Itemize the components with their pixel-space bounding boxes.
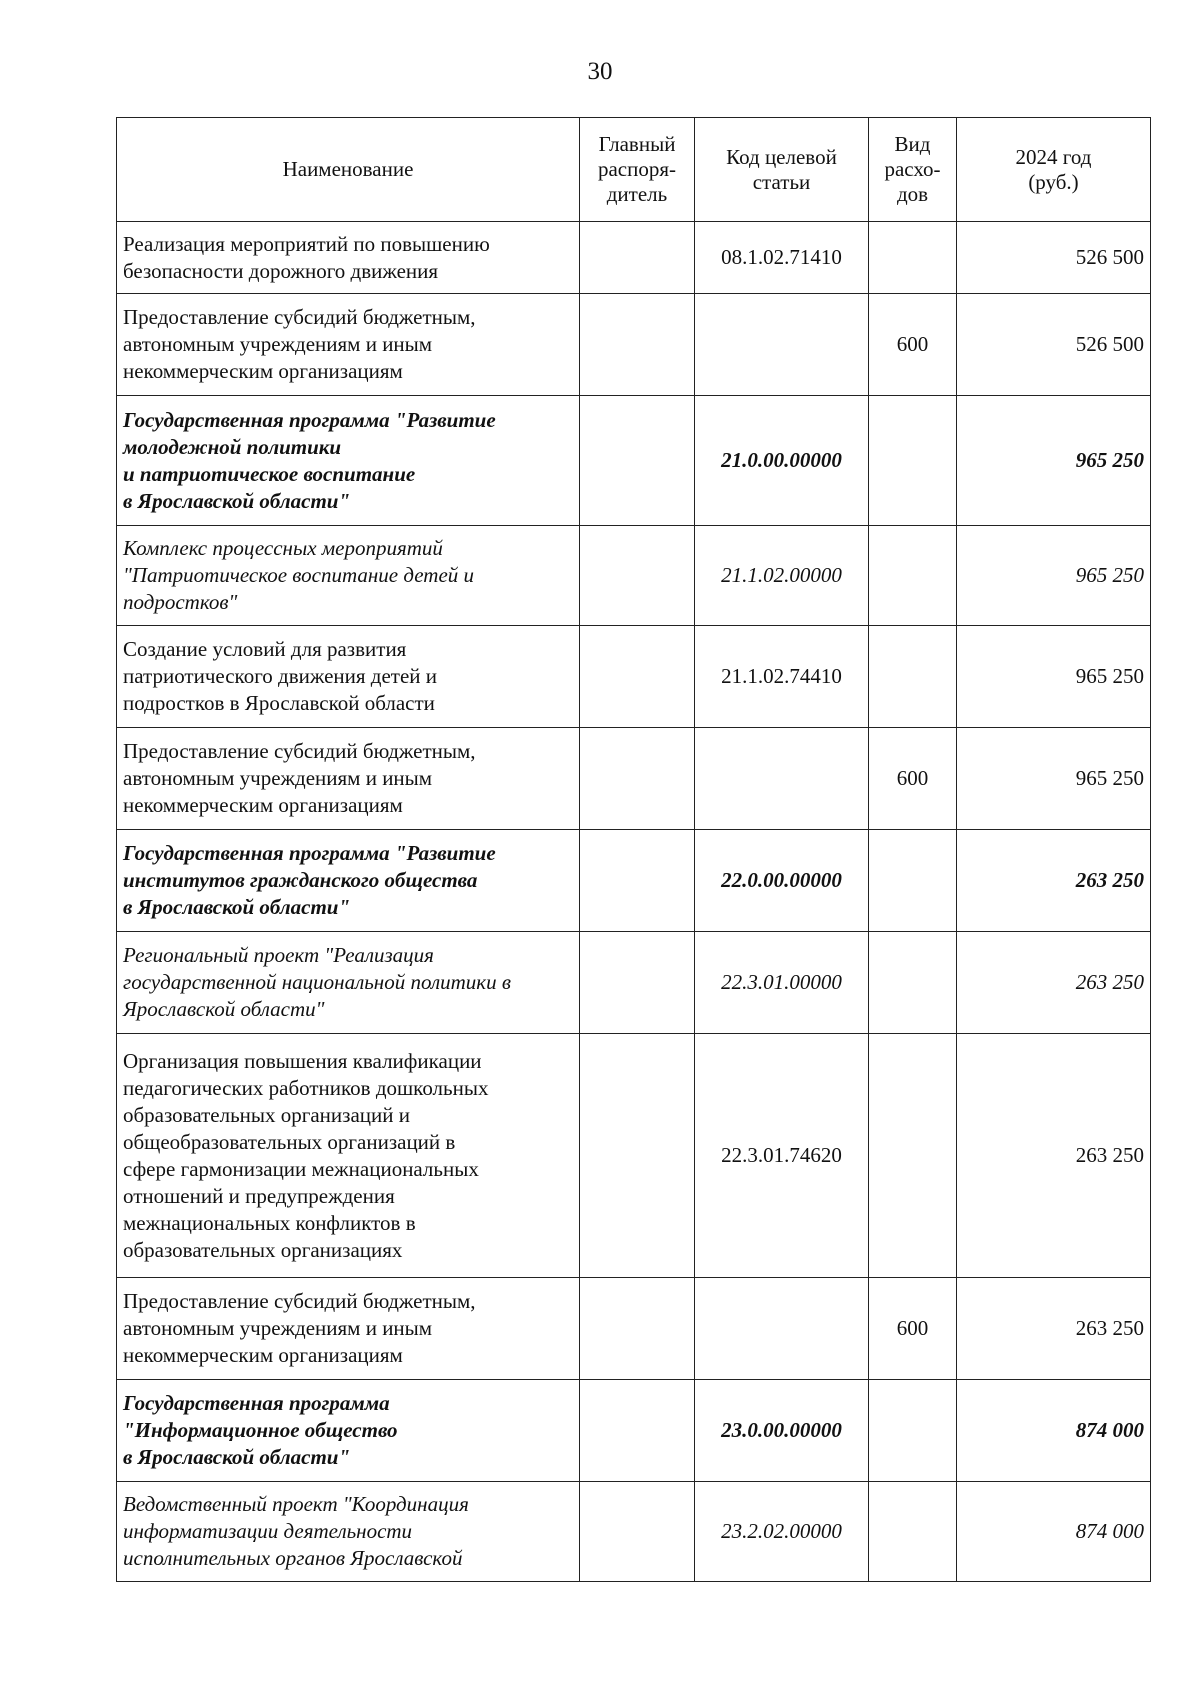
table-row (117, 1278, 1151, 1380)
cell-code: 21.1.02.74410 (695, 626, 869, 728)
cell-name (117, 222, 580, 294)
cell-administrator (580, 1380, 695, 1482)
cell-administrator (580, 932, 695, 1034)
cell-administrator (580, 1034, 695, 1278)
cell-name (117, 526, 580, 626)
cell-kind (869, 626, 957, 728)
cell-name-line: некоммерческим организациям (123, 359, 403, 383)
cell-name-line: в Ярославской области" (123, 895, 351, 919)
cell-kind: 600 (869, 1278, 957, 1380)
cell-administrator (580, 294, 695, 396)
cell-name (117, 626, 580, 728)
cell-amount: 965 250 (957, 626, 1151, 728)
cell-name-line: Государственная программа "Развитие (123, 841, 496, 865)
header-code (695, 118, 869, 222)
cell-code (695, 728, 869, 830)
cell-code: 22.3.01.74620 (695, 1034, 869, 1278)
cell-name-line: Создание условий для развития (123, 637, 407, 661)
cell-kind (869, 526, 957, 626)
cell-name-line: патриотического движения детей и (123, 664, 438, 688)
cell-name-line: автономным учреждениям и иным (123, 766, 433, 790)
cell-name-line: государственной национальной политики в (123, 970, 511, 994)
cell-administrator (580, 1482, 695, 1582)
cell-name-line: Предоставление субсидий бюджетным, (123, 739, 476, 763)
cell-name-line: в Ярославской области" (123, 1445, 351, 1469)
cell-amount: 526 500 (957, 294, 1151, 396)
cell-code: 08.1.02.71410 (695, 222, 869, 294)
cell-name-line: Комплекс процессных мероприятий (123, 536, 443, 560)
cell-administrator (580, 526, 695, 626)
cell-name-line: исполнительных органов Ярославской (123, 1546, 463, 1570)
cell-amount: 874 000 (957, 1380, 1151, 1482)
cell-name-line: педагогических работников дошкольных (123, 1075, 489, 1100)
header-code-line: статьи (752, 169, 811, 194)
header-amount-line: 2024 год (1015, 144, 1092, 169)
cell-name (117, 396, 580, 526)
cell-code: 22.3.01.00000 (695, 932, 869, 1034)
table-row (117, 222, 1151, 294)
cell-name-line: "Информационное общество (123, 1418, 398, 1442)
cell-kind: 600 (869, 294, 957, 396)
cell-name (117, 1482, 580, 1582)
cell-kind (869, 830, 957, 932)
cell-name (117, 294, 580, 396)
cell-name-line: Реализация мероприятий по повышению (123, 231, 490, 256)
table-row (117, 1034, 1151, 1278)
header-administrator (580, 118, 695, 222)
cell-name-line: Организация повышения квалификации (123, 1048, 482, 1073)
table-row (117, 1482, 1151, 1582)
table-row (117, 1380, 1151, 1482)
cell-name-line: Ярославской области" (123, 997, 325, 1021)
budget-table (116, 117, 1151, 1582)
cell-code: 21.0.00.00000 (695, 396, 869, 526)
cell-name-line: сфере гармонизации межнациональных (123, 1156, 479, 1181)
header-amount-line: (руб.) (1028, 169, 1079, 194)
cell-amount: 263 250 (957, 932, 1151, 1034)
cell-name (117, 1278, 580, 1380)
cell-name-line: автономным учреждениям и иным (123, 1316, 433, 1340)
cell-administrator (580, 1278, 695, 1380)
cell-kind: 600 (869, 728, 957, 830)
table-row (117, 294, 1151, 396)
header-kind-line: Вид (894, 132, 931, 156)
cell-name-line: автономным учреждениям и иным (123, 332, 433, 356)
cell-name (117, 1380, 580, 1482)
cell-name (117, 728, 580, 830)
cell-name-line: отношений и предупреждения (123, 1183, 395, 1208)
cell-amount: 526 500 (957, 222, 1151, 294)
cell-name-line: информатизации деятельности (123, 1519, 413, 1543)
cell-name-line: некоммерческим организациям (123, 1343, 403, 1367)
cell-name (117, 830, 580, 932)
header-name: Наименование (117, 118, 580, 222)
cell-amount: 263 250 (957, 830, 1151, 932)
page-number: 30 (587, 58, 613, 85)
header-kind (869, 118, 957, 222)
header-administrator-line: распоря- (597, 157, 677, 181)
cell-administrator (580, 728, 695, 830)
table-row (117, 626, 1151, 728)
cell-name-line: безопасности дорожного движения (123, 258, 439, 283)
cell-name-line: образовательных организациях (123, 1237, 403, 1262)
cell-administrator (580, 222, 695, 294)
cell-name-line: в Ярославской области" (123, 488, 351, 513)
header-row (117, 118, 1151, 222)
cell-administrator (580, 830, 695, 932)
cell-name-line: институтов гражданского общества (123, 868, 478, 892)
cell-name-line: некоммерческим организациям (123, 793, 403, 817)
cell-kind (869, 1380, 957, 1482)
cell-administrator (580, 396, 695, 526)
cell-name-line: молодежной политики (123, 434, 342, 459)
cell-code: 23.0.00.00000 (695, 1380, 869, 1482)
cell-amount: 263 250 (957, 1034, 1151, 1278)
cell-amount: 965 250 (957, 396, 1151, 526)
cell-code: 22.0.00.00000 (695, 830, 869, 932)
table-body (117, 222, 1151, 1582)
cell-name-line: Предоставление субсидий бюджетным, (123, 1289, 476, 1313)
cell-code (695, 1278, 869, 1380)
cell-name-line: и патриотическое воспитание (123, 461, 416, 486)
cell-name-line: "Патриотическое воспитание детей и (123, 563, 475, 587)
cell-code: 21.1.02.00000 (695, 526, 869, 626)
cell-administrator (580, 626, 695, 728)
cell-name-line: Предоставление субсидий бюджетным, (123, 305, 476, 329)
header-code-line: Код целевой (726, 144, 837, 169)
table-row (117, 932, 1151, 1034)
header-kind-line: расхо- (884, 157, 941, 181)
cell-name-line: подростков" (123, 590, 238, 614)
cell-amount: 263 250 (957, 1278, 1151, 1380)
table-row (117, 830, 1151, 932)
cell-name-line: межнациональных конфликтов в (123, 1210, 416, 1235)
header-kind-line: дов (896, 182, 929, 206)
cell-name-line: Государственная программа (123, 1391, 390, 1415)
cell-kind (869, 222, 957, 294)
cell-kind (869, 396, 957, 526)
header-administrator-line: дитель (606, 182, 668, 206)
cell-code: 23.2.02.00000 (695, 1482, 869, 1582)
cell-amount: 965 250 (957, 728, 1151, 830)
table-row (117, 728, 1151, 830)
cell-kind (869, 1482, 957, 1582)
cell-name-line: образовательных организаций и (123, 1102, 410, 1127)
cell-name (117, 932, 580, 1034)
cell-name-line: Государственная программа "Развитие (123, 407, 496, 432)
cell-kind (869, 932, 957, 1034)
cell-code (695, 294, 869, 396)
cell-amount: 965 250 (957, 526, 1151, 626)
cell-kind (869, 1034, 957, 1278)
cell-name-line: Региональный проект "Реализация (123, 943, 434, 967)
cell-amount: 874 000 (957, 1482, 1151, 1582)
cell-name-line: подростков в Ярославской области (123, 691, 435, 715)
cell-name-line: Ведомственный проект "Координация (123, 1492, 469, 1516)
header-amount (957, 118, 1151, 222)
table-row (117, 526, 1151, 626)
cell-name (117, 1034, 580, 1278)
cell-name-line: общеобразовательных организаций в (123, 1129, 456, 1154)
header-administrator-line: Главный (598, 132, 676, 156)
table-row (117, 396, 1151, 526)
